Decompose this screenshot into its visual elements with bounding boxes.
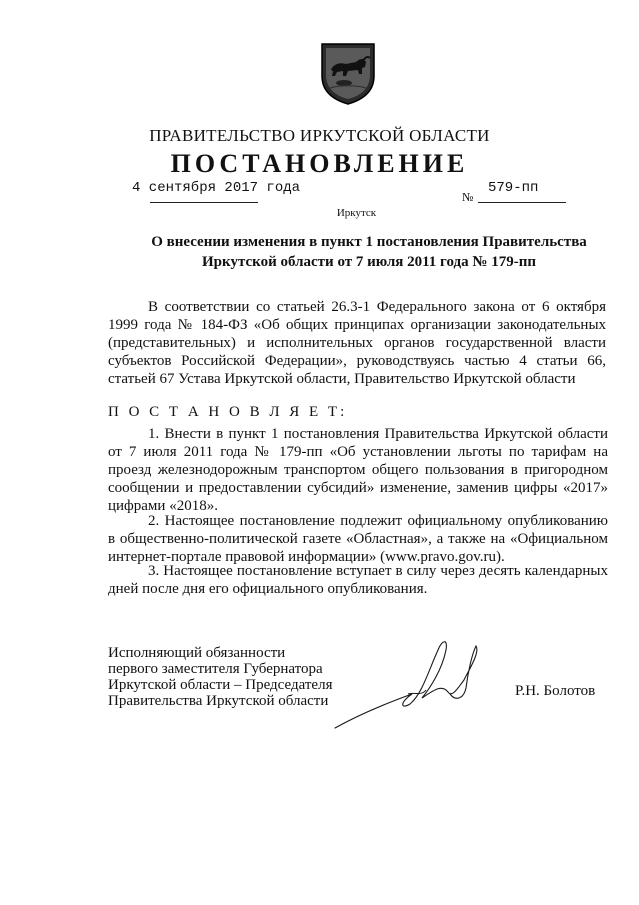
signatory-name: Р.Н. Болотов bbox=[515, 683, 596, 699]
position-line: Иркутской области – Председателя bbox=[108, 677, 333, 693]
item-2-line: 2. Настоящее постановление подлежит официальному опубликованию bbox=[148, 513, 608, 529]
government-name: ПРАВИТЕЛЬСТВО ИРКУТСКОЙ ОБЛАСТИ bbox=[149, 126, 490, 145]
title-line: О внесении изменения в пункт 1 постановления Правительства bbox=[151, 234, 587, 250]
position-line: Исполняющий обязанности bbox=[108, 645, 286, 661]
decree-heading: П О С Т А Н О В Л Я Е Т: bbox=[108, 404, 348, 420]
preamble-line: В соответствии со статьей 26.3-1 Федерального закона от bbox=[148, 299, 536, 315]
document-number: 579-пп bbox=[488, 180, 539, 196]
item-2-line: в общественно-политической газете «Областная», а также на «Официальном bbox=[108, 531, 608, 547]
item-2-paragraph bbox=[108, 512, 608, 566]
preamble-line: Иркутской области bbox=[453, 371, 576, 387]
preamble-line: законодательных (представительных) и исполнительных органов bbox=[108, 317, 607, 351]
item-1-line: цифрами «2018». bbox=[108, 498, 218, 514]
document-title bbox=[100, 232, 638, 272]
title-line: Иркутской области от 7 июля 2011 года № 179-пп bbox=[202, 254, 536, 270]
number-underline bbox=[478, 202, 566, 203]
handwritten-signature bbox=[330, 632, 490, 732]
preamble-line: государственной власти субъектов Российской Федерации», руководствуясь bbox=[108, 335, 606, 369]
coat-of-arms-icon bbox=[318, 40, 378, 106]
item-1-line: проезд железнодорожным транспортом общего пользования в пригородном bbox=[108, 462, 608, 478]
preamble-line: частью 4 статьи 66, статьей 67 Устава Иркутской области, Правительство bbox=[108, 353, 606, 387]
position-line: Правительства Иркутской области bbox=[108, 693, 329, 709]
item-3-line: 3. Настоящее постановление вступает в силу через десять календарных bbox=[148, 563, 608, 579]
number-sign: № bbox=[462, 190, 474, 204]
position-line: первого заместителя Губернатора bbox=[108, 661, 323, 677]
item-1-line: 1. Внести в пункт 1 постановления Правительства Иркутской области bbox=[148, 426, 608, 442]
preamble-line: 6 октября 1999 года № 184-ФЗ «Об общих принципах организации bbox=[108, 299, 606, 333]
city-name: Иркутск bbox=[336, 207, 377, 219]
date-underline bbox=[150, 202, 258, 203]
item-2-line: интернет-портале правовой информации» (www.pravo.gov.ru). bbox=[108, 549, 505, 565]
item-1-line: сообщении и предоставлении субсидий» изменение, заменив цифры «2017» bbox=[108, 480, 608, 496]
item-1-paragraph bbox=[108, 425, 608, 515]
signatory-position bbox=[108, 645, 332, 709]
preamble-paragraph bbox=[108, 298, 606, 388]
item-3-line: дней после дня его официального опубликования. bbox=[108, 581, 428, 597]
document-type: ПОСТАНОВЛЕНИЕ bbox=[170, 149, 469, 178]
item-1-line: от 7 июля 2011 года № 179-пп «Об установлении льготы по тарифам на bbox=[108, 444, 608, 460]
document-date: 4 сентября 2017 года bbox=[132, 180, 301, 196]
item-3-paragraph bbox=[108, 562, 608, 598]
